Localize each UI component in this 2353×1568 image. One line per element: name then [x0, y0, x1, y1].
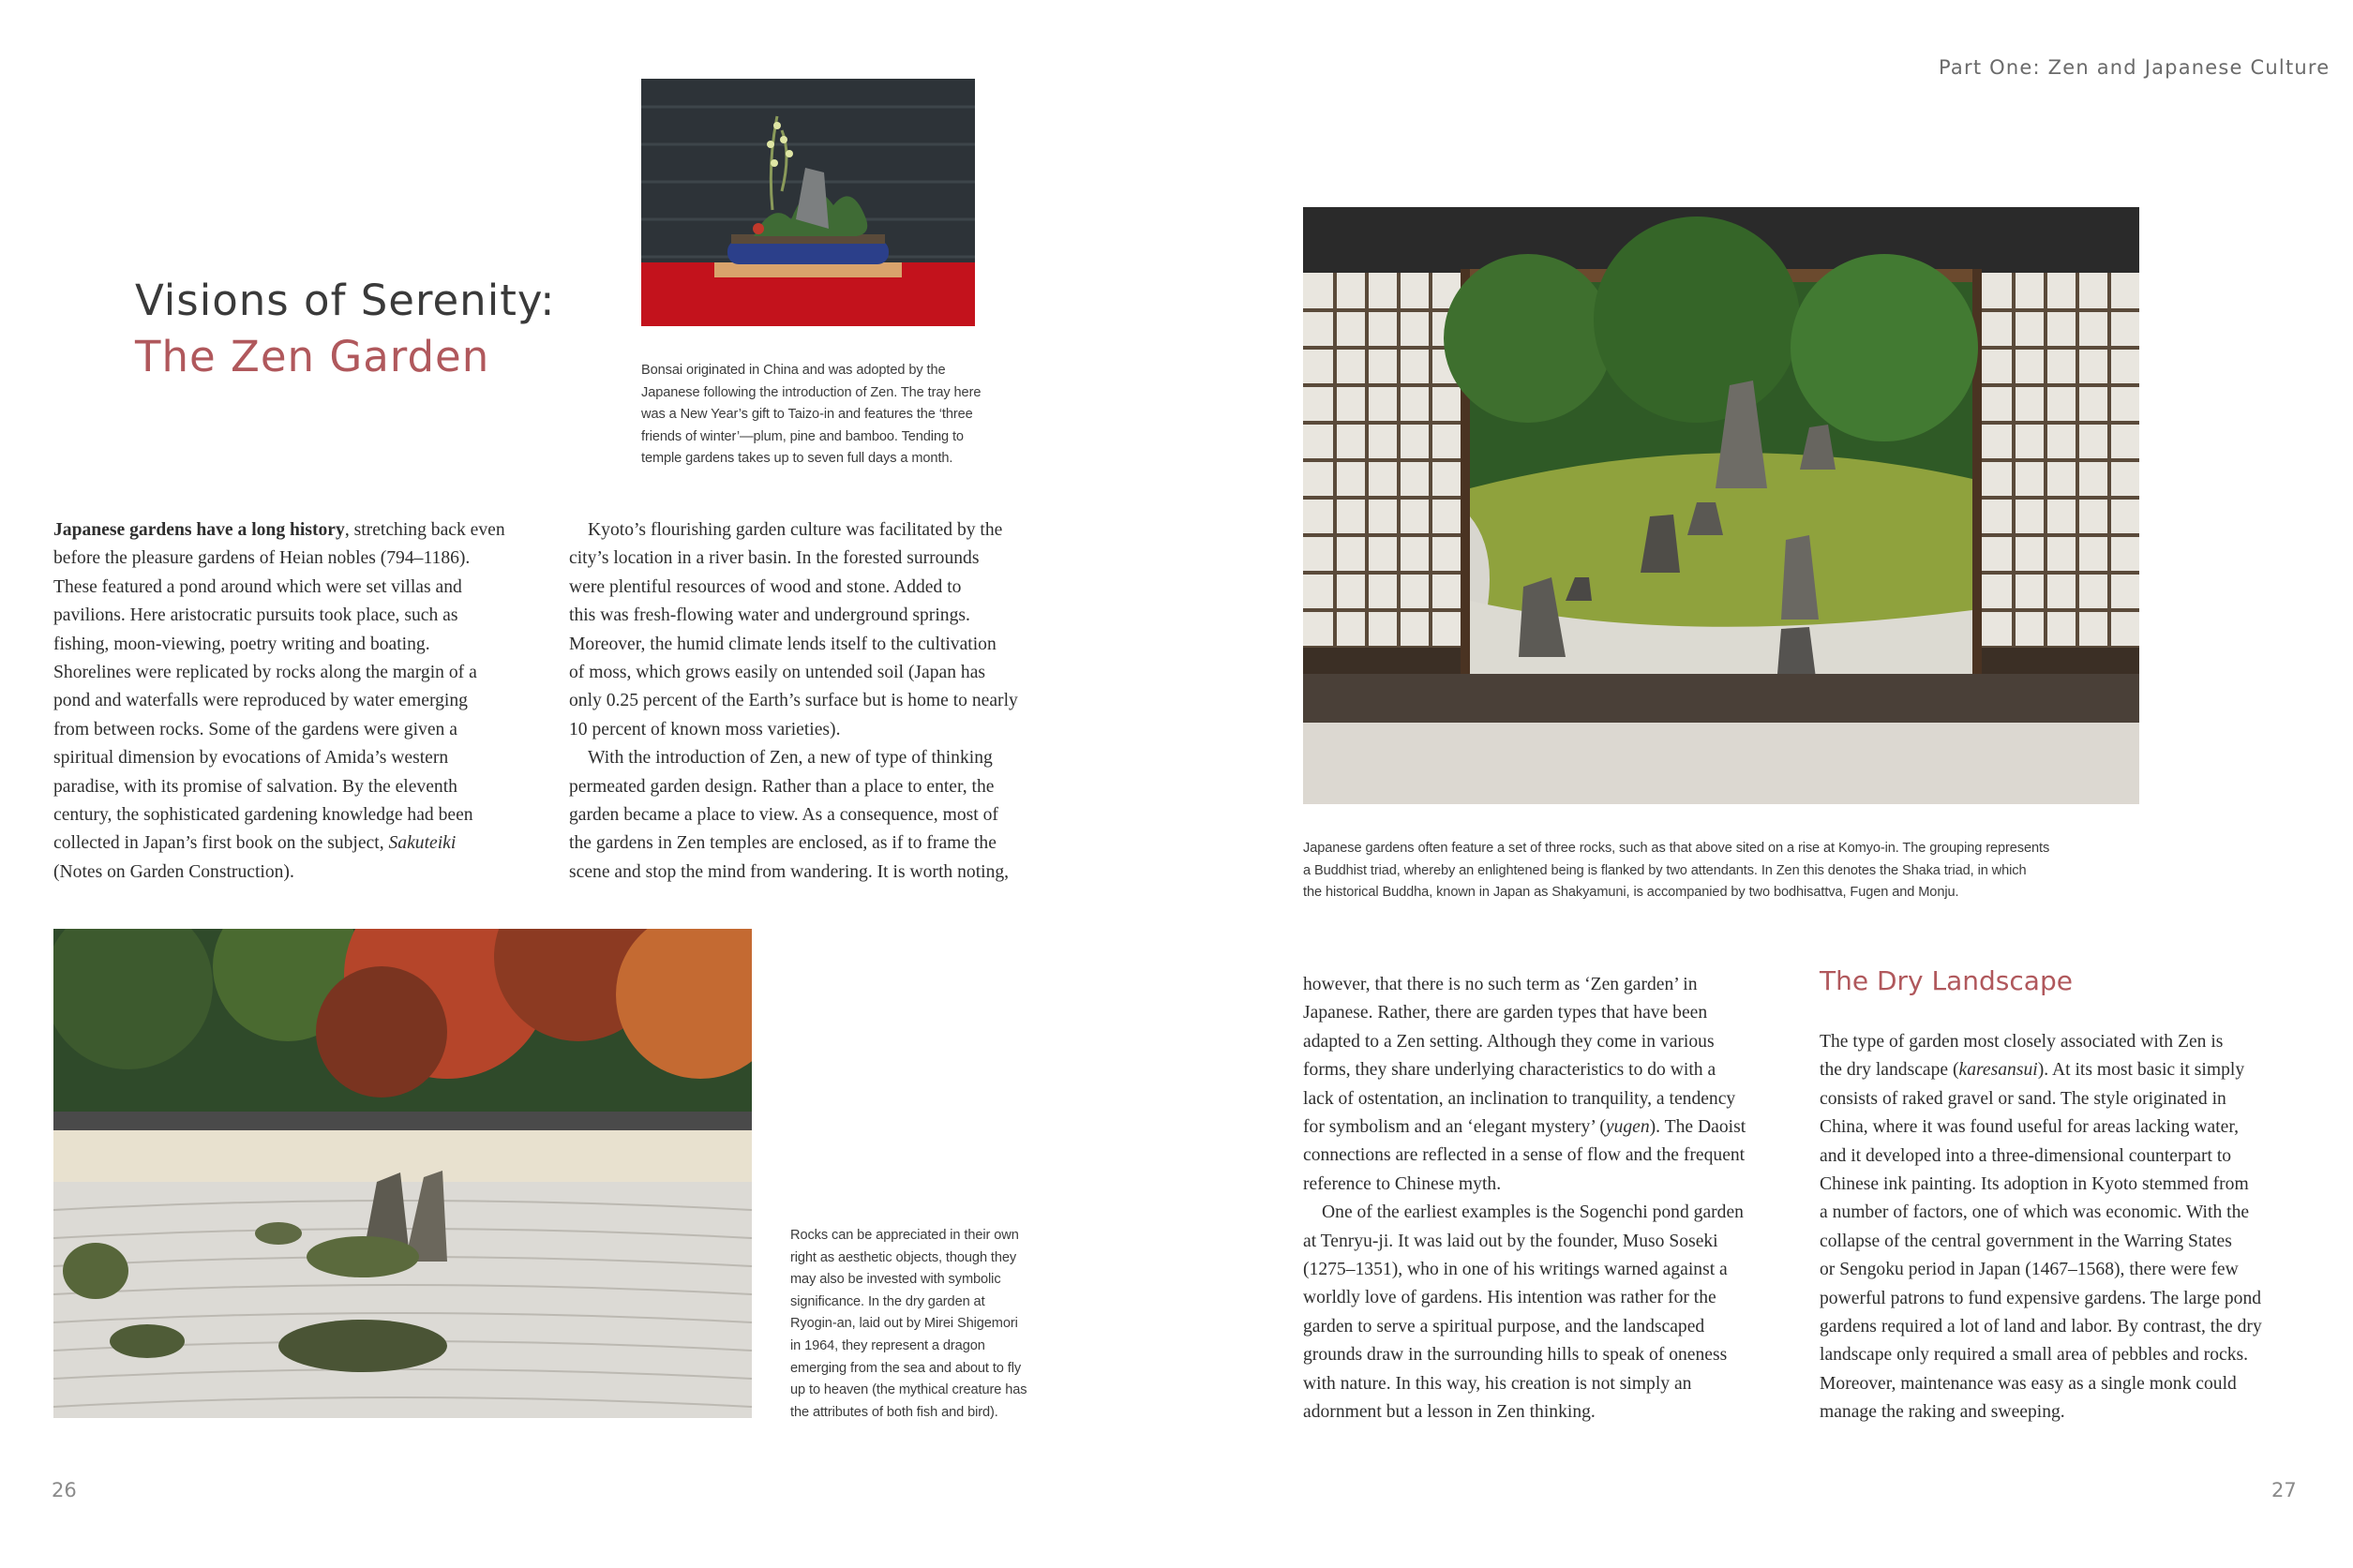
page-number-left: 26: [52, 1479, 77, 1501]
text-line: Kyoto’s flourishing garden culture was facilitated by the: [588, 520, 1003, 540]
caption-line: the historical Buddha, known in Japan as Shakyamuni, is accompanied by two bodhisattva, Fugen and Monju.: [1303, 885, 1959, 901]
text-line: manage the raking and sweeping.: [1820, 1402, 2065, 1423]
page-number-right: 27: [2271, 1479, 2297, 1501]
text-line: gardens required a lot of land and labor. By contrast, the dry: [1820, 1317, 2262, 1337]
text-line: China, where it was found useful for areas lacking water,: [1820, 1117, 2239, 1138]
text-line: collected in Japan’s first book on the subject,: [53, 833, 389, 854]
text-line: pond and waterfalls were reproduced by water emerging: [53, 691, 468, 711]
text-line: spiritual dimension by evocations of Amida’s western: [53, 748, 449, 769]
text-line: garden to serve a spiritual purpose, and the landscaped: [1303, 1316, 1705, 1337]
text-line: Japanese. Rather, there are garden types that have been: [1303, 1003, 1708, 1023]
caption-line: right as aesthetic objects, though they: [790, 1249, 1017, 1265]
caption-line: in 1964, they represent a dragon: [790, 1337, 985, 1353]
body-column-1: [53, 516, 541, 887]
body-column-4: [1820, 1028, 2326, 1427]
text-line: pavilions. Here aristocratic pursuits took place, such as: [53, 605, 458, 626]
text-line: the gardens in Zen temples are enclosed, as if to frame the: [569, 833, 997, 854]
text-line: before the pleasure gardens of Heian nobles (794–1186).: [53, 548, 471, 569]
body-column-2: [569, 516, 1057, 887]
rock-garden-photo: [53, 929, 752, 1418]
text-line: of moss, which grows easily on untended soil (Japan has: [569, 663, 986, 683]
caption-line: Ryogin-an, laid out by Mirei Shigemori: [790, 1316, 1018, 1332]
text-line: or Sengoku period in Japan (1467–1568), there were few: [1820, 1260, 2239, 1280]
text-line: Moreover, maintenance was easy as a single monk could: [1820, 1373, 2237, 1394]
text-line: the dry landscape (: [1820, 1060, 1959, 1081]
lead-in: Japanese gardens have a long history: [53, 520, 345, 540]
text-line: forms, they share underlying characteristics to do with a: [1303, 1060, 1716, 1081]
term-italic: yugen: [1605, 1117, 1650, 1138]
text-line: connections are reflected in a sense of flow and the frequent: [1303, 1145, 1746, 1166]
caption-line: Japanese gardens often feature a set of three rocks, such as that above sited on a rise at Komyo-in. The grouping represents: [1303, 841, 2050, 856]
text-line: for symbolism and an ‘elegant mystery’ (: [1303, 1117, 1606, 1138]
text-line: with nature. In this way, his creation is not simply an: [1303, 1373, 1692, 1394]
text-line: The type of garden most closely associated with Zen is: [1820, 1032, 2224, 1052]
text-line: worldly love of gardens. His intention was rather for the: [1303, 1288, 1716, 1308]
caption-line: temple gardens takes up to seven full days a month.: [641, 451, 953, 467]
komyo-in-caption: [1303, 838, 2049, 904]
chapter-title: Visions of Serenity:: [135, 276, 556, 325]
caption-line: may also be invested with symbolic: [790, 1272, 1001, 1288]
text-line: lack of ostentation, an inclination to tranquility, a tendency: [1303, 1088, 1736, 1109]
text-line: These featured a pond around which were set villas and: [53, 576, 462, 597]
caption-line: up to heaven (the mythical creature has: [790, 1382, 1027, 1398]
text-line: permeated garden design. Rather than a place to enter, the: [569, 776, 995, 797]
text-line: powerful patrons to fund expensive gardens. The large pond: [1820, 1288, 2262, 1308]
caption-line: Bonsai originated in China and was adopted by the: [641, 363, 946, 378]
caption-line: Japanese following the introduction of Zen. The tray here: [641, 384, 982, 400]
caption-line: emerging from the sea and about to fly: [790, 1360, 1022, 1376]
text-line: this was fresh-flowing water and underground springs.: [569, 605, 970, 626]
caption-line: friends of winter’—plum, pine and bamboo. Tending to: [641, 428, 964, 444]
text-line: (1275–1351), who in one of his writings warned against a: [1303, 1260, 1728, 1280]
text-line: paradise, with its promise of salvation. By the eleventh: [53, 776, 457, 797]
caption-line: a Buddhist triad, whereby an enlightened being is flanked by two attendants. In Zen this denotes the Shaka triad, in which: [1303, 862, 2027, 878]
text-line: Shorelines were replicated by rocks along the margin of a: [53, 663, 477, 683]
text-line: and it developed into a three-dimensional counterpart to: [1820, 1145, 2232, 1166]
running-head: Part One: Zen and Japanese Culture: [1939, 56, 2331, 79]
text-line: , stretching back even: [344, 520, 505, 540]
text-line: landscape only required a small area of pebbles and rocks.: [1820, 1345, 2249, 1366]
section-heading: The Dry Landscape: [1820, 965, 2073, 996]
komyo-in-photo: [1303, 207, 2139, 804]
text-line: scene and stop the mind from wandering. It is worth noting,: [569, 861, 1010, 882]
text-line: ). The Daoist: [1649, 1117, 1746, 1138]
text-line: however, that there is no such term as ‘Zen garden’ in: [1303, 975, 1698, 994]
text-line: Chinese ink painting. Its adoption in Kyoto stemmed from: [1820, 1174, 2249, 1195]
text-line: collapse of the central government in the Warring States: [1820, 1231, 2232, 1251]
body-column-3: [1303, 971, 1809, 1427]
text-line: consists of raked gravel or sand. The style originated in: [1820, 1088, 2226, 1109]
text-line: were plentiful resources of wood and stone. Added to: [569, 576, 962, 597]
rock-garden-caption: [790, 1225, 1027, 1424]
text-line: century, the sophisticated gardening knowledge had been: [53, 805, 473, 826]
text-line: (Notes on Garden Construction).: [53, 861, 294, 882]
caption-line: Rocks can be appreciated in their own: [790, 1228, 1019, 1243]
book-title: Sakuteiki: [388, 833, 457, 854]
caption-line: the attributes of both fish and bird).: [790, 1404, 998, 1420]
text-line: fishing, moon-viewing, poetry writing and boating.: [53, 634, 430, 654]
text-line: Moreover, the humid climate lends itself to the cultivation: [569, 634, 997, 654]
text-line: 10 percent of known moss varieties).: [569, 719, 841, 739]
text-line: a number of factors, one of which was economic. With the: [1820, 1202, 2250, 1223]
caption-line: was a New Year’s gift to Taizo-in and features the ‘three: [641, 407, 973, 423]
text-line: reference to Chinese myth.: [1303, 1173, 1502, 1194]
text-line: only 0.25 percent of the Earth’s surface but is home to nearly: [569, 691, 1018, 711]
text-line: garden became a place to view. As a consequence, most of: [569, 805, 998, 826]
text-line: ). At its most basic it simply: [2037, 1060, 2245, 1081]
text-line: from between rocks. Some of the gardens were given a: [53, 719, 457, 739]
text-line: One of the earliest examples is the Sogenchi pond garden: [1322, 1202, 1744, 1223]
caption-line: significance. In the dry garden at: [790, 1293, 985, 1309]
text-line: adornment but a lesson in Zen thinking.: [1303, 1402, 1596, 1423]
text-line: With the introduction of Zen, a new of type of thinking: [588, 748, 993, 769]
bonsai-photo: [641, 79, 975, 326]
term-italic: karesansui: [1958, 1060, 2038, 1081]
chapter-subtitle: The Zen Garden: [135, 332, 490, 381]
text-line: city’s location in a river basin. In the forested surrounds: [569, 548, 980, 569]
bonsai-caption: [641, 360, 981, 470]
text-line: at Tenryu-ji. It was laid out by the founder, Muso Soseki: [1303, 1231, 1718, 1251]
text-line: grounds draw in the surrounding hills to speak of oneness: [1303, 1345, 1728, 1366]
text-line: adapted to a Zen setting. Although they come in various: [1303, 1031, 1715, 1052]
